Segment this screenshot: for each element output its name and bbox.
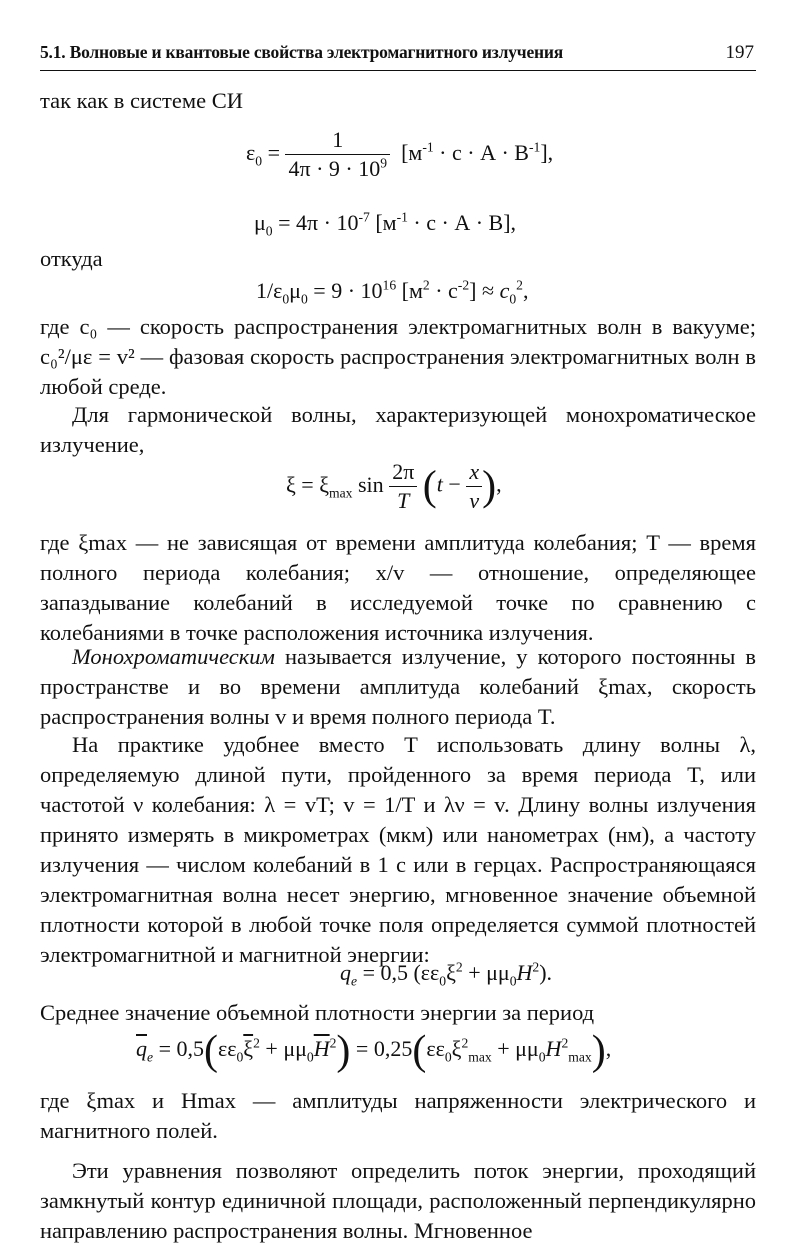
paragraph-harmonic-wave: Для гармонической волны, характеризующей монохроматическое излучение, <box>40 402 756 457</box>
equation-mean-energy-density: $\overline{q}_e = 0,5(\varepsilon\varepsilon_0\overline{\xi}^2 + \mu\mu_0\overline{H}^2) = 0,25(\varepsilon\varepsilon_0\xi^2_{max} + \mu\mu_0H^2_{max})$, <box>136 1027 612 1074</box>
equation-light-speed: $1/\varepsilon_0\mu_0 = 9 \cdot 10^{16}$ $[м^2 \cdot с^{-2}] \approx c_0^2$, <box>256 277 529 307</box>
paragraph-c0-definition: где c₀ — скорость распространения электромагнитных волн в вакууме; c₀²/με = v² — фазовая скорость распространения электромагнитных волн в любой среде. <box>40 314 756 399</box>
equation-energy-density: $q_e = 0,5$ $(\varepsilon\varepsilon_0\xi^2 + \mu\mu_0H^2)$. <box>340 959 553 989</box>
paragraph-monochromatic-rest: называется излучение, у которого постоянны в пространстве и во времени амплитуда колебаний ξmax, скорость распространения волны v и время полного периода T. <box>40 644 756 729</box>
equation-epsilon0: $\varepsilon_0$ = $\frac{1}{4\pi \cdot 9 \cdot 10^9}$ $[м^{-1} \cdot с \cdot А \cdot В^{-1}]$, <box>246 127 554 181</box>
page-number: 197 <box>725 42 754 63</box>
paragraph-whence: откуда <box>40 246 103 271</box>
paragraph-field-amplitudes: где ξmax и Hmax — амплитуды напряженности электрического и магнитного полей. <box>40 1088 756 1143</box>
paragraph-monochromatic <box>40 642 756 732</box>
equation-harmonic-wave: $\xi = \xi_{max}$ sin $\frac{2\pi}{T}$ (t − $\frac{x}{v}$ ), <box>286 459 502 513</box>
equation-mu0: $\mu_0 = 4\pi \cdot 10^{-7}$ $[м^{-1} \cdot с \cdot А \cdot В]$, <box>254 209 517 239</box>
paragraph-wavelength: На практике удобнее вместо T использовать длину волны λ, определяемую длиной пути, пройденного за время периода T, или частотой ν колебания: λ = vT; v = 1/T и λν = v. Длину волны излучения принято измерять в микрометрах (мкм) или нанометрах (нм), а частоту излучения — числом колебаний в 1 с или в герцах. Распространяющаяся электромагнитная волна несет энергию, мгновенное значение объемной плотности которой в любой точке поля определяется суммой плотностей электромагнитной и магнитной энергии: <box>40 732 756 967</box>
running-header-title: 5.1. Волновые и квантовые свойства электромагнитного излучения <box>40 42 564 62</box>
header-rule <box>40 70 756 71</box>
paragraph-energy-flux: Эти уравнения позволяют определить поток энергии, проходящий замкнутый контур единичной площади, расположенный перпендикулярно направлению распространения волны. Мгновенное <box>40 1158 756 1243</box>
running-header <box>40 42 756 68</box>
term-monochromatic: Монохроматическим <box>72 644 275 669</box>
paragraph-amplitude-definition: где ξmax — не зависящая от времени амплитуда колебания; T — время полного периода колебания; x/v — отношение, определяющее запаздывание колебаний в исследуемой точке по сравнению с колебаниями в точке расположения источника излучения. <box>40 530 756 645</box>
paragraph-mean-energy: Среднее значение объемной плотности энергии за период <box>40 1000 595 1025</box>
paragraph-si-intro: так как в системе СИ <box>40 88 243 113</box>
